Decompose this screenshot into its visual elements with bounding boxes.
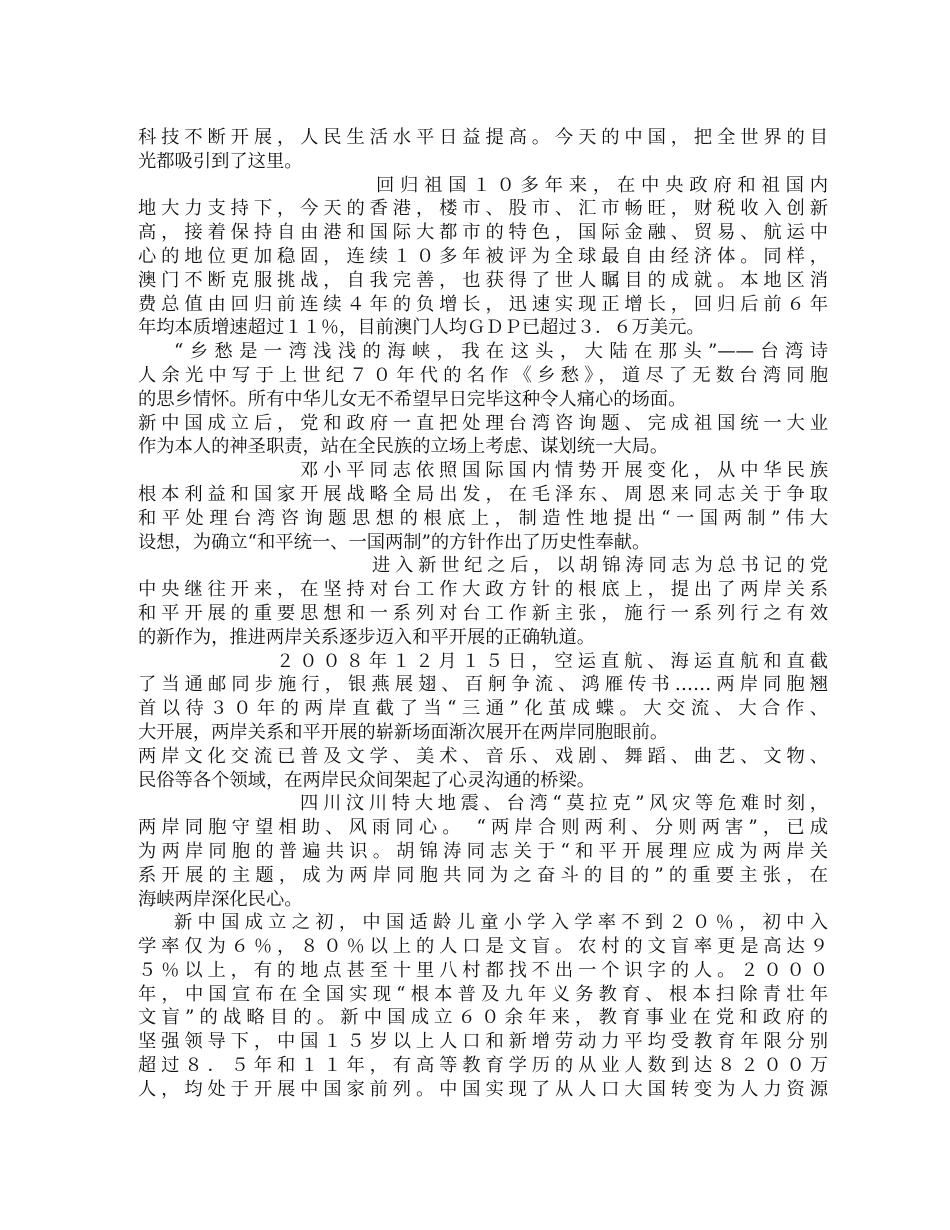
text-line: 文盲”的战略目的。新中国成立６０余年来，教育事业在党和政府的 — [138, 1007, 828, 1029]
text-line: 系开展的主题，成为两岸同胞共同为之奋斗的目的”的重要主张，在 — [138, 864, 828, 886]
text-line: 为两岸同胞的普遍共识。胡锦涛同志关于“和平开展理应成为两岸关 — [138, 840, 828, 862]
text-line: ５％以上，有的地点甚至十里八村都找不出一个识字的人。２０００ — [138, 959, 828, 981]
text-line: 设想，为确立“和平统一、一国两制”的方针作出了历史性奉献。 — [138, 531, 651, 553]
text-line: 地大力支持下，今天的香港，楼市、股市、汇市畅旺，财税收入创新 — [138, 198, 828, 220]
text-line: 人余光中写于上世纪７０年代的名作《乡愁》，道尽了无数台湾同胞 — [138, 364, 828, 386]
document-body — [138, 126, 828, 1102]
text-line: 年均本质增速超过１１％，目前澳门人均ＧＤＰ已超过３．６万美元。 — [138, 317, 705, 339]
text-line: 新中国成立后，党和政府一直把处理台湾咨询题、完成祖国统一大业 — [138, 412, 828, 434]
text-line: 两岸文化交流已普及文学、美术、音乐、戏剧、舞蹈、曲艺、文物、 — [138, 745, 828, 767]
text-line: 科技不断开展，人民生活水平日益提高。今天的中国，把全世界的目 — [138, 127, 828, 148]
text-line: 的思乡情怀。所有中华儿女无不希望早日完毕这种令人痛心的场面。 — [138, 388, 687, 410]
text-line: 邓小平同志依照国际国内情势开展变化，从中华民族 — [300, 460, 828, 482]
text-line: 和平处理台湾咨询题思想的根底上，制造性地提出“一国两制”伟大 — [138, 507, 828, 529]
text-line: 超过８．５年和１１年，有高等教育学历的从业人数到达８２００万 — [138, 1055, 828, 1077]
text-line: 进入新世纪之后，以胡锦涛同志为总书记的党 — [372, 555, 828, 577]
text-line: 澳门不断克服挑战，自我完善，也获得了世人瞩目的成就。本地区消 — [138, 269, 828, 291]
text-line: 作为本人的神圣职责，站在全民族的立场上考虑、谋划统一大局。 — [138, 436, 669, 458]
text-line: 高，接着保持自由港和国际大都市的特色，国际金融、贸易、航运中 — [138, 222, 828, 244]
text-line: 光都吸引到了这里。 — [138, 150, 303, 172]
text-line: 心的地位更加稳固，连续１０多年被评为全球最自由经济体。同样， — [138, 245, 828, 267]
text-line: 的新作为，推进两岸关系逐步迈入和平开展的正确轨道。 — [138, 626, 596, 648]
text-line: 新中国成立之初，中国适龄儿童小学入学率不到２０％，初中入 — [174, 912, 828, 934]
text-line: 根本利益和国家开展战略全局出发，在毛泽东、周恩来同志关于争取 — [138, 483, 828, 505]
text-line: 两岸同胞守望相助、风雨同心。 “两岸合则两利、分则两害”，已成 — [138, 817, 828, 839]
text-line: 大开展，两岸关系和平开展的崭新场面渐次展开在两岸同胞眼前。 — [138, 721, 669, 743]
text-line: 四川汶川特大地震、台湾“莫拉克”风灾等危难时刻， — [300, 793, 828, 815]
text-line: 费总值由回归前连续４年的负增长，迅速实现正增长，回归后前６年 — [138, 293, 828, 315]
text-line: 年，中国宣布在全国实现“根本普及九年义务教育、根本扫除青壮年 — [138, 983, 828, 1005]
text-line: ２００８年１２月１５日，空运直航、海运直航和直截 — [276, 650, 828, 672]
text-line: 回归祖国１０多年来，在中央政府和祖国内 — [376, 174, 828, 196]
text-line: 人，均处于开展中国家前列。中国实现了从人口大国转变为人力资源 — [138, 1078, 828, 1100]
text-line: 海峡两岸深化民心。 — [138, 888, 303, 910]
text-line: “乡愁是一湾浅浅的海峡，我在这头，大陆在那头”——台湾诗 — [174, 341, 828, 363]
text-line: 坚强领导下，中国１５岁以上人口和新增劳动力平均受教育年限分别 — [138, 1031, 828, 1053]
text-line: 学率仅为６％，８０％以上的人口是文盲。农村的文盲率更是高达９ — [138, 936, 828, 958]
text-line: 和平开展的重要思想和一系列对台工作新主张，施行一系列行之有效 — [138, 602, 828, 624]
text-line: 民俗等各个领域，在两岸民众间架起了心灵沟通的桥梁。 — [138, 769, 596, 791]
text-line: 了当通邮同步施行，银燕展翅、百舸争流、鸿雁传书……两岸同胞翘 — [138, 674, 828, 696]
text-line: 首以待３０年的两岸直截了当“三通”化茧成蝶。大交流、大合作、 — [138, 698, 828, 720]
text-line: 中央继往开来，在坚持对台工作大政方针的根底上，提出了两岸关系 — [138, 579, 828, 601]
